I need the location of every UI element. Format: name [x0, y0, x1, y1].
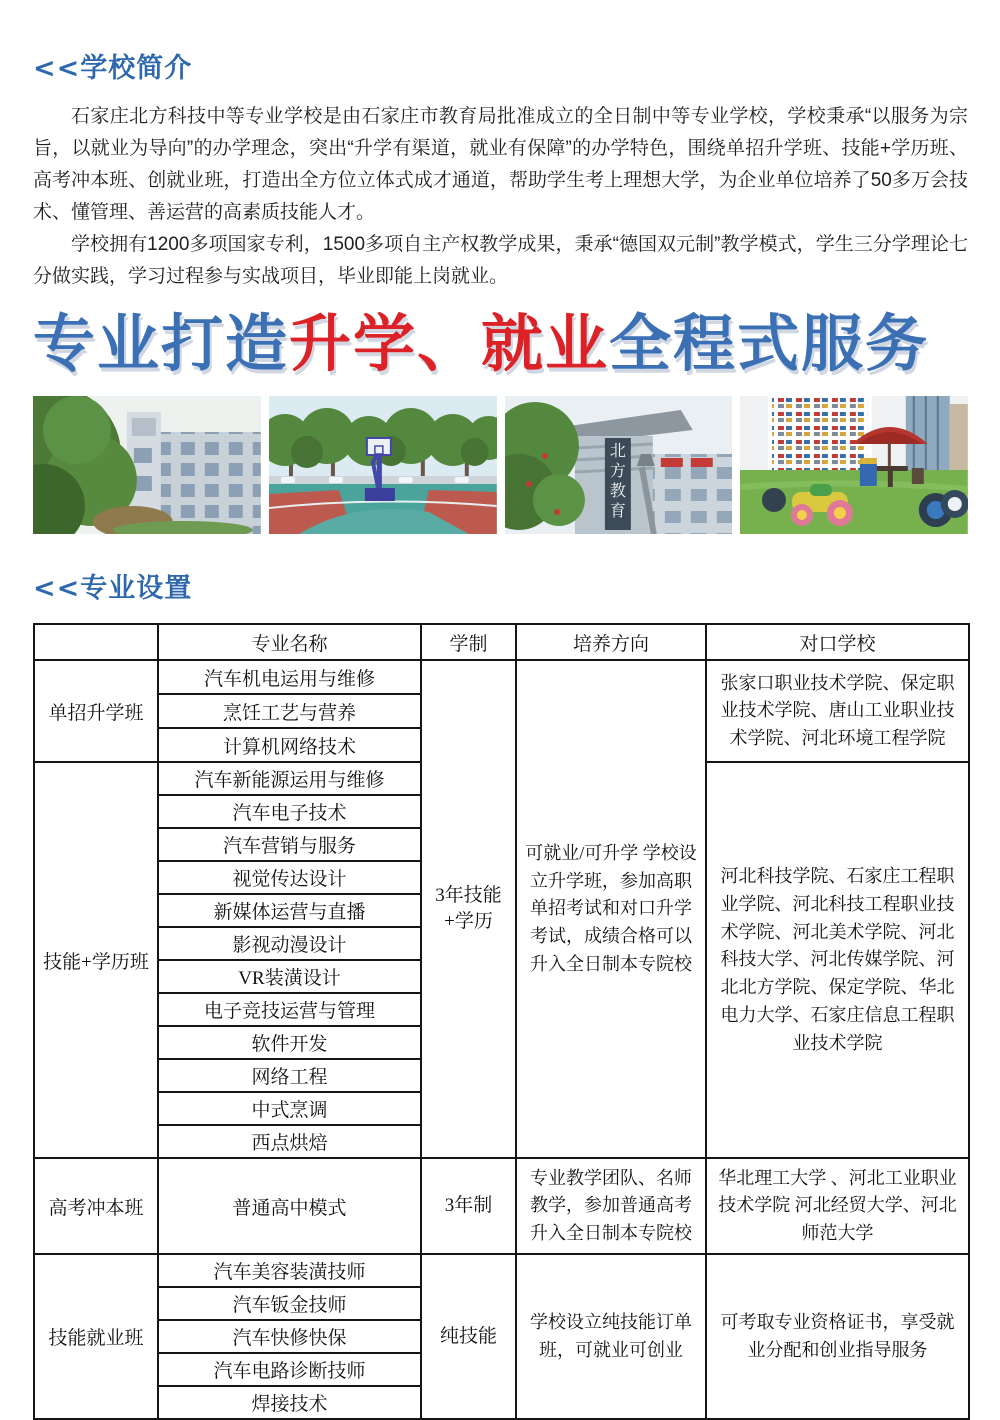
header-class	[34, 624, 158, 660]
header-duration: 学制	[421, 624, 516, 660]
duration-cell: 3年技能+学历	[421, 660, 516, 1158]
direction-cell: 可就业/可升学 学校设立升学班，参加高职单招考试和对口升学考试，成绩合格可以升入全日制本专院校	[516, 660, 706, 1158]
campus-photo-north-edu-building	[505, 396, 733, 534]
intro-paragraph-1: 石家庄北方科技中等专业学校是由石家庄市教育局批准成立的全日制中等专业学校，学校秉承“以服务为宗旨，以就业为导向”的办学理念，突出“升学有渠道，就业有保障”的办学特色，围绕单招升学班、技能+学历班、高考冲本班、创就业班，打造出全方位立体式成才通道，帮助学生考上理想大学，为企业单位培养了50多万会技术、懂管理、善运营的高素质技能人才。	[33, 106, 968, 223]
header-partner-schools: 对口学校	[706, 624, 969, 660]
class-name-cell: 技能+学历班	[34, 762, 158, 1158]
major-cell: 汽车美容装潢技师	[158, 1254, 421, 1287]
direction-cell: 专业教学团队、名师教学，参加普通高考升入全日制本专院校	[516, 1158, 706, 1254]
major-cell: VR装潢设计	[158, 960, 421, 993]
campus-photo-basketball-court	[269, 396, 497, 534]
header-major-name: 专业名称	[158, 624, 421, 660]
slogan-part-3: 全程式服务	[609, 307, 930, 380]
majors-table	[33, 623, 970, 1420]
partner-schools-cell: 张家口职业技术学院、保定职业技术学院、唐山工业职业技术学院、河北环境工程学院	[706, 660, 969, 762]
duration-cell: 纯技能	[421, 1254, 516, 1419]
majors-section-title: <<专业设置	[33, 573, 193, 605]
major-cell: 视觉传达设计	[158, 861, 421, 894]
major-cell: 网络工程	[158, 1059, 421, 1092]
class-name-cell: 高考冲本班	[34, 1158, 158, 1254]
major-cell: 焊接技术	[158, 1386, 421, 1419]
table-header-row	[34, 624, 969, 660]
partner-schools-cell: 可考取专业资格证书，享受就业分配和创业指导服务	[706, 1254, 969, 1419]
major-cell: 西点烘焙	[158, 1125, 421, 1158]
class-name-cell: 单招升学班	[34, 660, 158, 762]
intro-section-title: <<学校简介	[33, 53, 193, 84]
direction-cell: 学校设立纯技能订单班，可就业可创业	[516, 1254, 706, 1419]
sign-char: 北	[609, 443, 626, 461]
partner-schools-cell: 华北理工大学 、河北工业职业技术学院 河北经贸大学、河北师范大学	[706, 1158, 969, 1254]
major-cell: 中式烹调	[158, 1092, 421, 1125]
north-edu-building-illustration	[505, 396, 733, 534]
major-cell: 汽车营销与服务	[158, 828, 421, 861]
major-cell: 软件开发	[158, 1026, 421, 1059]
leisure-yard-illustration	[740, 396, 968, 534]
major-cell: 汽车钣金技师	[158, 1287, 421, 1320]
campus-photo-leisure-yard	[740, 396, 968, 534]
major-cell: 烹饪工艺与营养	[158, 694, 421, 728]
campus-photo-building-trees	[33, 396, 261, 534]
sign-char: 教	[609, 483, 626, 501]
school-intro	[33, 101, 968, 293]
major-cell: 汽车快修快保	[158, 1320, 421, 1353]
sign-char: 方	[609, 463, 626, 481]
major-cell: 汽车机电运用与维修	[158, 660, 421, 694]
major-cell: 普通高中模式	[158, 1158, 421, 1254]
slogan-banner	[33, 309, 968, 378]
major-cell: 计算机网络技术	[158, 728, 421, 762]
major-cell: 汽车新能源运用与维修	[158, 762, 421, 795]
class-name-cell: 技能就业班	[34, 1254, 158, 1419]
campus-photo-strip	[33, 396, 968, 534]
table-row	[34, 1158, 969, 1254]
table-row	[34, 1254, 969, 1287]
major-cell: 新媒体运营与直播	[158, 894, 421, 927]
intro-paragraph-2: 学校拥有1200多项国家专利，1500多项自主产权教学成果，秉承“德国双元制”教学模式，学生三分学理论七分做实践，学习过程参与实战项目，毕业即能上岗就业。	[33, 234, 968, 287]
slogan-part-1: 专业打造	[33, 307, 290, 380]
table-row	[34, 660, 969, 694]
slogan-part-2: 升学、就业	[289, 307, 610, 380]
sign-char: 育	[609, 503, 626, 521]
major-cell: 影视动漫设计	[158, 927, 421, 960]
partner-schools-cell: 河北科技学院、石家庄工程职业学院、河北科技工程职业技术学院、河北美术学院、河北科技大学、河北传媒学院、河北北方学院、保定学院、华北电力大学、石家庄信息工程职业技术学院	[706, 762, 969, 1158]
major-cell: 汽车电路诊断技师	[158, 1353, 421, 1386]
major-cell: 汽车电子技术	[158, 795, 421, 828]
header-direction: 培养方向	[516, 624, 706, 660]
duration-cell: 3年制	[421, 1158, 516, 1254]
building-trees-illustration	[33, 396, 261, 534]
major-cell: 电子竞技运营与管理	[158, 993, 421, 1026]
basketball-court-illustration	[269, 396, 497, 534]
